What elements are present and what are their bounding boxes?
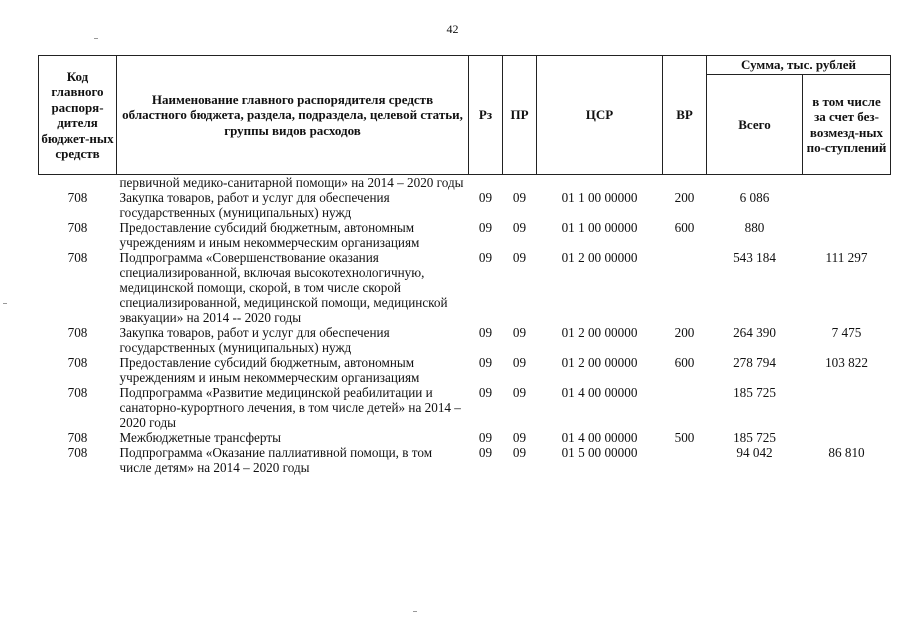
cell-rz: 09 (478, 445, 493, 460)
cell-name: Подпрограмма «Оказание паллиативной помощи, в том числе детям» на 2014 – 2020 годы (119, 445, 433, 475)
cell-name: Подпрограмма «Совершенствование оказания специализированной, включая высокотехнологичную, медицинской помощи, скорой, в том числе скорой специализированной, медицинской помощи, медицинской эвакуации» на 2014 -- 2020 годы (119, 250, 448, 325)
cell-free (803, 175, 891, 191)
cell-code: 708 (67, 220, 88, 235)
cell-vr: 200 (674, 190, 695, 205)
cell-total: 880 (744, 220, 765, 235)
cell-rz: 09 (478, 430, 493, 445)
cell-name: Предоставление субсидий бюджетным, автономным учреждениям и иным некоммерческим организациям (119, 355, 420, 385)
cell-csr: 01 2 00 00000 (561, 325, 638, 340)
cell-pr: 09 (512, 220, 527, 235)
header-pr: ПР (503, 56, 537, 175)
cell-free: 111 297 (825, 250, 868, 265)
scan-speck (413, 611, 417, 612)
cell-rz: 09 (478, 355, 493, 370)
cell-csr: 01 2 00 00000 (561, 355, 638, 370)
header-gratuitous: в том числе за счет без-возмезд-ных по-ступлений (803, 75, 891, 175)
header-rz: Рз (469, 56, 503, 175)
cell-rz: 09 (478, 385, 493, 400)
cell-csr: 01 4 00 00000 (561, 430, 638, 445)
cell-code: 708 (67, 250, 88, 265)
cell-vr: 200 (674, 325, 695, 340)
table-row (39, 325, 891, 355)
cell-free: 7 475 (831, 325, 862, 340)
cell-vr: 600 (674, 220, 695, 235)
cell-total: 94 042 (736, 445, 773, 460)
header-name: Наименование главного распорядителя средств областного бюджета, раздела, подраздела, целевой статьи, группы видов расходов (117, 56, 469, 175)
cell-free (803, 385, 891, 430)
header-sum: Сумма, тыс. рублей (707, 56, 891, 75)
table-row (39, 430, 891, 445)
cell-pr: 09 (512, 250, 527, 265)
cell-name: Закупка товаров, работ и услуг для обеспечения государственных (муниципальных) нужд (119, 325, 390, 355)
scan-speck (94, 38, 98, 39)
header-csr: ЦСР (537, 56, 663, 175)
table-row (39, 355, 891, 385)
cell-total: 543 184 (733, 250, 776, 265)
cell-total: 185 725 (733, 385, 776, 400)
cell-rz: 09 (478, 190, 493, 205)
page-number: 42 (446, 22, 459, 36)
cell-vr (663, 175, 707, 191)
header-total: Всего (707, 75, 803, 175)
header-vr: ВР (663, 56, 707, 175)
cell-pr: 09 (512, 430, 527, 445)
cell-csr: 01 1 00 00000 (561, 220, 638, 235)
cell-rz: 09 (478, 325, 493, 340)
cell-code: 708 (67, 325, 88, 340)
cell-free (803, 190, 891, 220)
cell-vr (663, 250, 707, 325)
cell-name: Предоставление субсидий бюджетным, автономным учреждениям и иным некоммерческим организациям (119, 220, 420, 250)
cell-rz: 09 (478, 250, 493, 265)
cell-total: 6 086 (739, 190, 770, 205)
table-row (39, 250, 891, 325)
scan-speck (3, 303, 7, 304)
cell-name: Закупка товаров, работ и услуг для обеспечения государственных (муниципальных) нужд (119, 190, 390, 220)
cell-total: 185 725 (733, 430, 776, 445)
cell-pr: 09 (512, 190, 527, 205)
cell-csr: 01 2 00 00000 (561, 250, 638, 265)
cell-name: первичной медико-санитарной помощи» на 2014 – 2020 годы (119, 175, 464, 190)
table-row (39, 445, 891, 475)
cell-csr (537, 175, 663, 191)
cell-total: 264 390 (733, 325, 776, 340)
cell-vr (663, 445, 707, 475)
cell-pr: 09 (512, 325, 527, 340)
cell-vr (663, 385, 707, 430)
cell-csr: 01 5 00 00000 (561, 445, 638, 460)
cell-code: 708 (67, 445, 88, 460)
cell-rz (469, 175, 503, 191)
table-row (39, 175, 891, 191)
header-code: Код главного распоря-дителя бюджет-ных средств (39, 56, 117, 175)
cell-vr: 600 (674, 355, 695, 370)
cell-pr: 09 (512, 355, 527, 370)
cell-name: Подпрограмма «Развитие медицинской реабилитации и санаторно-курортного лечения, в том числе детей» на 2014 – 2020 годы (119, 385, 461, 430)
cell-free (803, 430, 891, 445)
cell-code: 708 (67, 355, 88, 370)
cell-vr: 500 (674, 430, 695, 445)
cell-pr: 09 (512, 385, 527, 400)
cell-csr: 01 1 00 00000 (561, 190, 638, 205)
cell-total (707, 175, 803, 191)
cell-code: 708 (67, 430, 88, 445)
cell-code: 708 (67, 385, 88, 400)
cell-code (39, 175, 117, 191)
cell-free: 86 810 (828, 445, 865, 460)
cell-csr: 01 4 00 00000 (561, 385, 638, 400)
cell-rz: 09 (478, 220, 493, 235)
cell-name: Межбюджетные трансферты (119, 430, 281, 445)
cell-pr: 09 (512, 445, 527, 460)
table-row (39, 220, 891, 250)
cell-free (803, 220, 891, 250)
table-row (39, 385, 891, 430)
table-row (39, 190, 891, 220)
budget-table (38, 55, 891, 475)
cell-pr (503, 175, 537, 191)
cell-code: 708 (67, 190, 88, 205)
cell-free: 103 822 (825, 355, 868, 370)
cell-total: 278 794 (733, 355, 776, 370)
